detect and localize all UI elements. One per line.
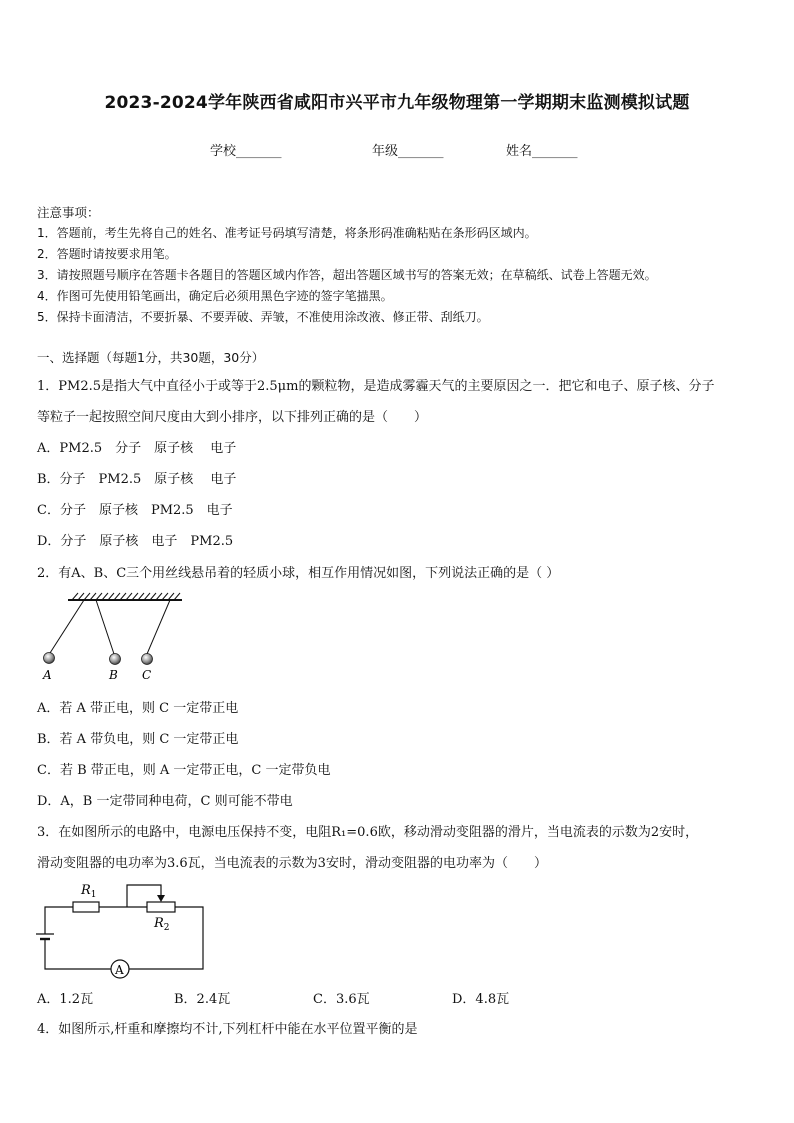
question-4-stem: 4．如图所示,杆重和摩擦均不计,下列杠杆中能在水平位置平衡的是 (37, 1022, 418, 1037)
notice-heading: 注意事项： (37, 205, 100, 220)
q2-option-b[interactable]: B．若 A 带负电，则 C 一定带正电 (37, 732, 239, 747)
ammeter-label: A (115, 963, 124, 977)
school-field[interactable]: 学校_______ (210, 144, 282, 159)
q1-option-b[interactable]: B．分子 PM2.5 原子核 电子 (37, 472, 237, 487)
notice-item: 2．答题时请按要求用笔。 (37, 247, 177, 261)
rheostat-r2 (147, 902, 175, 912)
q3-option-c[interactable]: C．3.6瓦 (313, 992, 370, 1007)
q2-option-a[interactable]: A．若 A 带正电，则 C 一定带正电 (37, 701, 239, 716)
question-1-line1: 1．PM2.5是指大气中直径小于或等于2.5μm的颗粒物，是造成雾霾天气的主要原因之一．把它和电子、原子核、分子 (37, 379, 715, 394)
ball-c (142, 654, 153, 665)
notice-item: 1．答题前，考生先将自己的姓名、准考证号码填写清楚，将条形码准确粘贴在条形码区域内。 (37, 226, 537, 240)
ball-c-label: C (142, 668, 152, 682)
resistor-r1 (73, 902, 99, 912)
q3-option-a[interactable]: A．1.2瓦 (37, 992, 94, 1007)
notice-item: 3．请按照题号顺序在答题卡各题目的答题区域内作答，超出答题区域书写的答案无效；在草稿纸、试卷上答题无效。 (37, 268, 657, 282)
ball-a (44, 653, 55, 664)
r1-label: R (81, 883, 91, 898)
ball-b-label: B (109, 668, 118, 682)
page-title: 2023-2024学年陕西省咸阳市兴平市九年级物理第一学期期末监测模拟试题 (104, 93, 690, 113)
ball-b (110, 654, 121, 665)
notice-item: 5．保持卡面清洁，不要折暴、不要弄破、弄皱，不准使用涂改液、修正带、刮纸刀。 (37, 310, 489, 324)
question-2-stem: 2．有A、B、C三个用丝线悬吊着的轻质小球，相互作用情况如图，下列说法正确的是（ ） (37, 566, 560, 581)
ball-a-label: A (43, 668, 52, 682)
q2-option-d[interactable]: D．A，B 一定带同种电荷，C 则可能不带电 (37, 794, 293, 809)
name-field[interactable]: 姓名_______ (506, 144, 578, 159)
notice-item: 4．作图可先使用铅笔画出，确定后必须用黑色字迹的签字笔描黑。 (37, 289, 393, 303)
q2-balls-figure (40, 592, 190, 684)
q1-option-c[interactable]: C．分子 原子核 PM2.5 电子 (37, 503, 233, 518)
slider-arrow (157, 895, 165, 902)
r2-label: R (154, 916, 164, 931)
grade-field[interactable]: 年级_______ (372, 144, 444, 159)
q3-circuit-diagram (36, 877, 210, 979)
q1-option-d[interactable]: D．分子 原子核 电子 PM2.5 (37, 534, 234, 549)
q1-option-a[interactable]: A．PM2.5 分子 原子核 电子 (37, 441, 237, 456)
question-3-line1: 3．在如图所示的电路中，电源电压保持不变，电阻R₁=0.6欧，移动滑动变阻器的滑片，当电流表的示数为2安时， (37, 825, 699, 840)
r2-subscript: 2 (163, 923, 170, 933)
r1-subscript: 1 (90, 890, 97, 900)
q3-option-b[interactable]: B．2.4瓦 (174, 992, 231, 1007)
student-info (0, 140, 794, 160)
svg-text:R2 (153, 916, 170, 933)
q2-option-c[interactable]: C．若 B 带正电，则 A 一定带正电，C 一定带负电 (37, 763, 331, 778)
section-heading: 一、选择题（每题1分，共30题，30分） (37, 350, 265, 365)
question-3-line2: 滑动变阻器的电功率为3.6瓦，当电流表的示数为3安时，滑动变阻器的电功率为（ ） (37, 856, 547, 871)
question-1-line2: 等粒子一起按照空间尺度由大到小排序，以下排列正确的是（ ） (37, 410, 428, 425)
q3-option-d[interactable]: D．4.8瓦 (452, 992, 510, 1007)
svg-text:R1 (80, 883, 97, 900)
